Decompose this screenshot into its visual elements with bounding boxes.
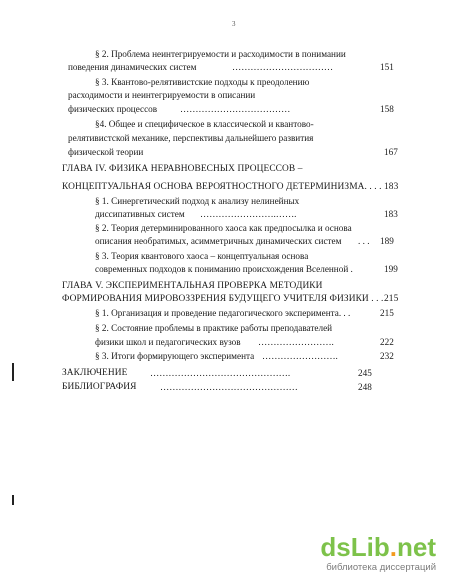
toc-entry-s4-title-line3: физической теории bbox=[68, 147, 144, 157]
toc-entry-s3-title-line1: § 3. Квантово-релятивистские подходы к преодолению bbox=[95, 77, 310, 87]
toc-entry-c5s3-page: 232 bbox=[380, 351, 394, 361]
toc-entry-s3-leader: ……………………………… bbox=[180, 104, 291, 114]
toc-entry-c4s2-page: 189 bbox=[380, 236, 394, 246]
toc-entry-c4s3-page: 199 bbox=[384, 264, 398, 274]
toc-entry-s4-page: 167 bbox=[384, 147, 398, 157]
toc-entry-s3-title-line2: расходимости и неинтегрируемости в описании bbox=[68, 90, 256, 100]
toc-entry-c4s2-line2: описания необратимых, асимметричных динамических систем bbox=[95, 236, 342, 246]
toc-entry-c5s3-leader: ……………………. bbox=[262, 351, 338, 361]
scan-artifact-mark bbox=[12, 363, 14, 381]
toc-entry-c4s3-line2: современных подходов к пониманию происхождения Вселенной . bbox=[95, 264, 353, 274]
toc-chapter-5-line1: ГЛАВА V. ЭКСПЕРИМЕНТАЛЬНАЯ ПРОВЕРКА МЕТОДИКИ bbox=[62, 281, 323, 291]
toc-entry-c5s3: § 3. Итоги формирующего эксперимента bbox=[95, 351, 255, 361]
toc-bibliography-page: 248 bbox=[358, 382, 372, 392]
toc-chapter-4-page: 183 bbox=[384, 182, 399, 192]
toc-entry-c4s1-line1: § 1. Синергетический подход к анализу нелинейных bbox=[95, 196, 300, 206]
toc-entry-c4s2-line1: § 2. Теория детерминированного хаоса как предпосылка и основа bbox=[95, 223, 352, 233]
toc-entry-c4s2-leader: . . . bbox=[358, 236, 370, 246]
toc-entry-s2-leader: …………………………… bbox=[232, 62, 334, 72]
dslib-subtitle: библиотека диссертаций bbox=[326, 562, 436, 573]
toc-entry-c5s2-leader: ……………………. bbox=[258, 337, 334, 347]
toc-bibliography-leader: ……………………………………… bbox=[160, 382, 298, 392]
page-number: 3 bbox=[232, 20, 236, 28]
toc-entry-s2-page: 151 bbox=[380, 62, 394, 72]
toc-bibliography: БИБЛИОГРАФИЯ bbox=[62, 382, 137, 392]
toc-entry-c4s1-line2: диссипативных систем bbox=[95, 209, 185, 219]
toc-entry-s2-title-line2: поведения динамических систем bbox=[68, 62, 197, 72]
toc-entry-s3-page: 158 bbox=[380, 104, 394, 114]
toc-chapter-4-line1: ГЛАВА IV. ФИЗИКА НЕРАВНОВЕСНЫХ ПРОЦЕССОВ – bbox=[62, 164, 303, 174]
toc-conclusion-leader: ………………………………………. bbox=[150, 368, 291, 378]
toc-entry-s2-title-line1: § 2. Проблема неинтегрируемости и расходимости в понимании bbox=[95, 49, 346, 59]
toc-entry-c4s3-line1: § 3. Теория квантового хаоса – концептуальная основа bbox=[95, 251, 309, 261]
dslib-watermark bbox=[320, 532, 436, 578]
toc-conclusion-page: 245 bbox=[358, 368, 372, 378]
toc-entry-s4-title-line2: релятивистской механике, перспективы дальнейшего развития bbox=[68, 133, 314, 143]
toc-entry-c5s2-page: 222 bbox=[380, 337, 394, 347]
toc-entry-c5s2-line1: § 2. Состояние проблемы в практике работы преподавателей bbox=[95, 323, 333, 333]
toc-chapter-5-line2: ФОРМИРОВАНИЯ МИРОВОЗЗРЕНИЯ БУДУЩЕГО УЧИТЕЛЯ ФИЗИКИ . . . bbox=[62, 294, 384, 304]
toc-conclusion: ЗАКЛЮЧЕНИЕ bbox=[62, 368, 128, 378]
toc-chapter-5-page: 215 bbox=[384, 294, 399, 304]
toc-entry-c5s1: § 1. Организация и проведение педагогического эксперимента. . . bbox=[95, 308, 351, 318]
toc-entry-c4s1-leader: …………………….……. bbox=[200, 209, 297, 219]
dslib-logo: dsLib.net bbox=[320, 532, 436, 562]
toc-chapter-4-line2: КОНЦЕПТУАЛЬНАЯ ОСНОВА ВЕРОЯТНОСТНОГО ДЕТЕРМИНИЗМА. . . . bbox=[62, 182, 382, 192]
scan-artifact-mark bbox=[12, 495, 14, 505]
toc-entry-s4-title-line1: §4. Общее и специфическое в классической и квантово- bbox=[95, 119, 314, 129]
toc-entry-c5s1-page: 215 bbox=[380, 308, 394, 318]
toc-entry-c4s1-page: 183 bbox=[384, 209, 398, 219]
toc-entry-c5s2-line2: физики школ и педагогических вузов bbox=[95, 337, 241, 347]
toc-entry-s3-title-line3: физических процессов bbox=[68, 104, 158, 114]
